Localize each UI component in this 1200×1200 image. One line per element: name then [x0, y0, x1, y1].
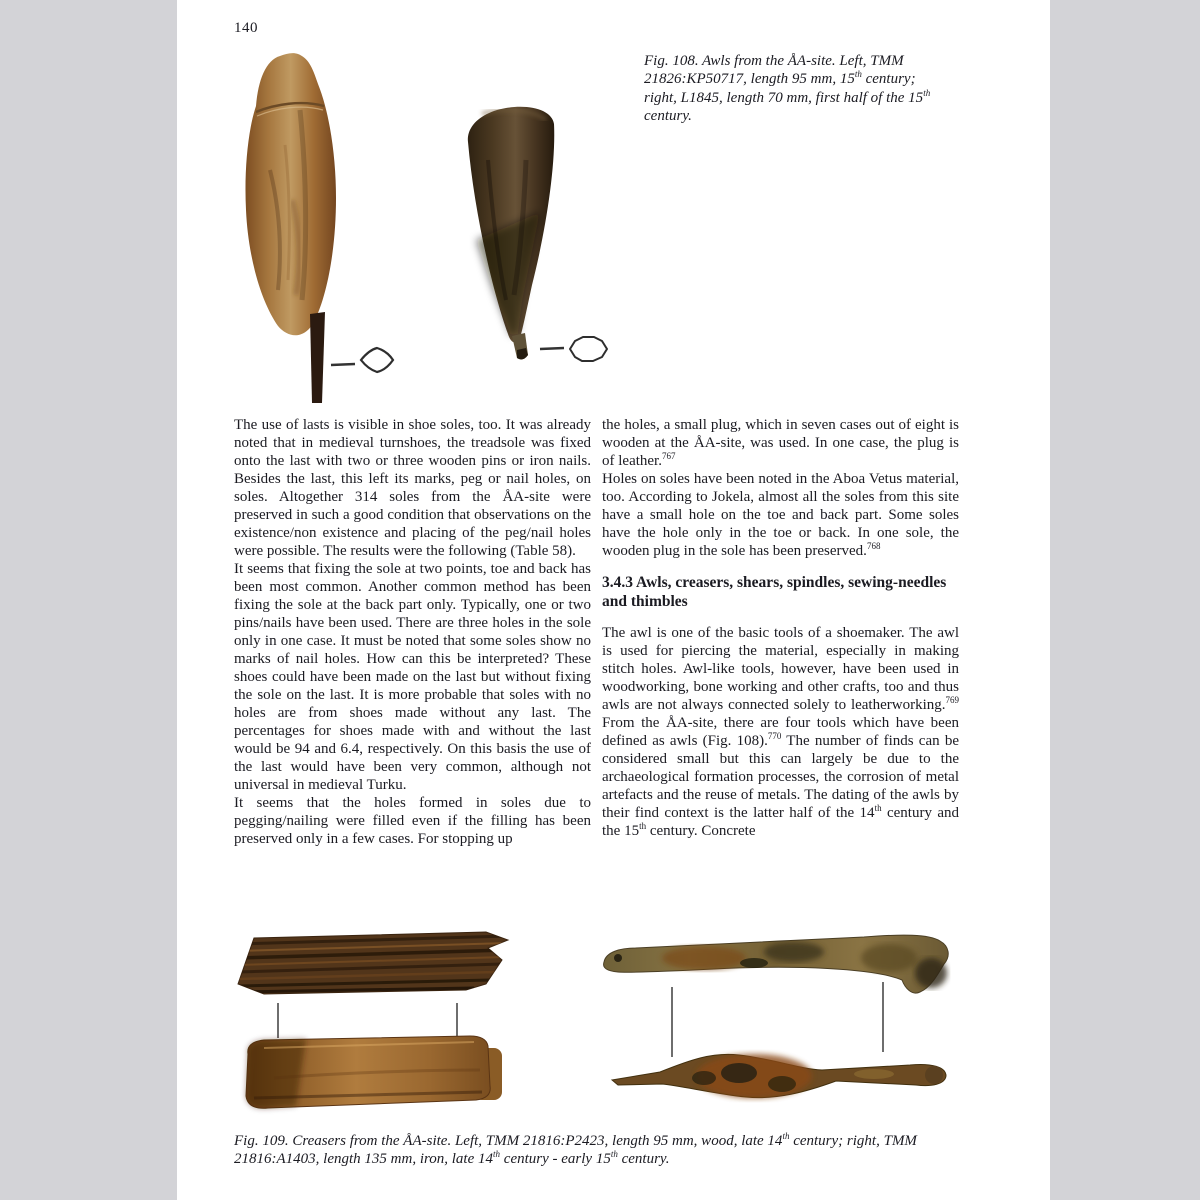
paragraph: the holes, a small plug, which in seven cases out of eight is wooden at the ÅA-site, was used. In one case, the plug is of leather.$^{767}$: [602, 417, 959, 469]
creaser-wood-bottom-view: [246, 1036, 502, 1108]
awl-left-photo: [245, 53, 336, 335]
pointer-dash: [540, 348, 564, 349]
fig-108-image: [230, 50, 610, 406]
left-text-column: [234, 416, 591, 848]
fig-109-image: [234, 928, 1019, 1118]
section-heading: 3.4.3 Awls, creasers, shears, spindles, sewing-needles and thimbles: [602, 574, 947, 610]
cross-section-oval-icon: [570, 337, 607, 361]
paragraph: The awl is one of the basic tools of a shoemaker. The awl is used for piercing the material, especially in making stitch holes. Awl-like tools, however, have been used in woodworking, bone working and other crafts, too and thus awls are not always connected solely to leatherworking.$^{769}$ From the ÅA-site, there are four tools which have been defined as awls (Fig. 108).$^{770}$ The number of finds can be considered small but this can largely be due to the archaeological formation processes, the corrosion of metal artefacts and the reuse of metals. The dating of the awls by their find context is the latter half of the 14th century and the 15th century. Concrete: [602, 625, 959, 839]
paragraph: Holes on soles have been noted in the Aboa Vetus material, too. According to Jokela, almost all the soles from this site have a small hole on the toe and back part. Some soles have the hole only in the toe or back. In one sole, the wooden plug in the sole has been preserved.$^{768}$: [602, 471, 959, 559]
fig-108-caption: Fig. 108. Awls from the ÅA-site. Left, TMM 21826:KP50717, length 95 mm, 15th century; right, L1845, length 70 mm, first half of the 15th century.: [644, 53, 931, 125]
awl-left-metal-point: [310, 312, 325, 403]
creaser-wood-top-view: [236, 932, 510, 994]
cross-section-diamond-icon: [361, 348, 393, 372]
paragraph: The use of lasts is visible in shoe soles, too. It was already noted that in medieval turnshoes, the treadsole was fixed onto the last with two or three wooden pins or iron nails. Besides the last, this left its marks, peg or nail holes, on soles. Altogether 314 soles from the ÅA-site were preserved in such a good condition that observations on the existence/non existence and placing of the peg/nail holes were possible. The results were the following (Table 58).: [234, 417, 591, 559]
fig-109-caption: Fig. 109. Creasers from the ÅA-site. Left, TMM 21816:P2423, length 95 mm, wood, late 14th century; right, TMM 21816:A1403, length 135 mm, iron, late 14th century - early 15th century.: [234, 1131, 917, 1168]
creaser-iron-bottom-view: [612, 1054, 946, 1098]
paragraph: It seems that the holes formed in soles due to pegging/nailing were filled even if the filling has been preserved only in a few cases. For stopping up: [234, 795, 591, 847]
pointer-dash: [331, 364, 355, 365]
paragraph: It seems that fixing the sole at two points, toe and back has been most common. Another common method has been fixing the sole at the back part only. Typically, one or two pins/nails have been used. There are three holes in the sole only in one case. It must be noted that some soles show no marks of nail holes. How can this be interpreted? These shoes could have been made on the last but without fixing the sole on the last. It is more probable that soles with no holes are from shoes made without any last. The percentages for shoes made with and without the last would be 94 and 6.4, respectively. On this basis the use of the last would have been very common, although not universal in medieval Turku.: [234, 561, 591, 793]
awl-right-photo: [468, 107, 554, 343]
creaser-iron-top-view: [604, 935, 949, 993]
document-page: [177, 0, 1050, 1200]
awl-right-tip-end: [517, 348, 528, 359]
right-text-column: [602, 416, 959, 840]
page-number: 140: [234, 20, 258, 36]
